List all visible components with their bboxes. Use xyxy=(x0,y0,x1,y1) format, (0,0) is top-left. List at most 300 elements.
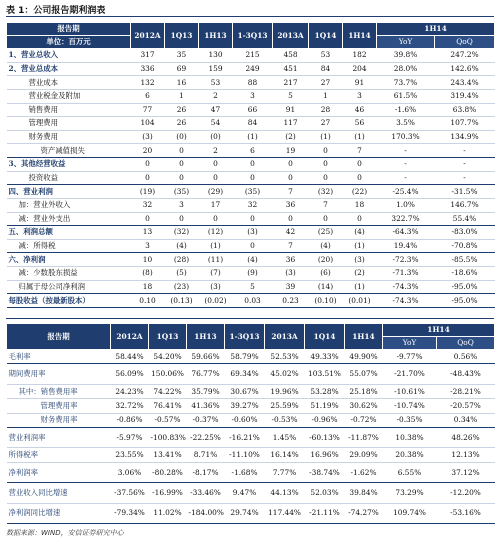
table-cell: 84 xyxy=(233,117,273,131)
col-2013a: 2013A xyxy=(273,23,309,49)
table-cell: -1.68% xyxy=(225,462,265,482)
table-cell: 0 xyxy=(165,158,199,172)
table-cell: -0.96% xyxy=(305,413,345,427)
table-row xyxy=(7,503,495,523)
row-label: 2、营业总成本 xyxy=(7,62,131,76)
table-cell: (4) xyxy=(309,239,343,253)
row-label: 净利润率 xyxy=(7,462,111,482)
table-row xyxy=(7,483,495,503)
table-cell: - xyxy=(435,171,495,185)
table-cell: -28.21% xyxy=(437,384,495,398)
table-row xyxy=(7,89,495,103)
table-cell: 32 xyxy=(131,198,165,212)
table-cell: 51.19% xyxy=(305,399,345,413)
table-cell: 53.28% xyxy=(305,384,345,398)
table-cell: 3 xyxy=(233,89,273,103)
table-cell: -11.10% xyxy=(225,448,265,462)
row-label: 四、营业利润 xyxy=(7,185,131,199)
table-cell: 0 xyxy=(131,212,165,226)
table-cell: (0.10) xyxy=(309,294,343,308)
table-cell: -38.74% xyxy=(305,462,345,482)
table-cell: -0.86% xyxy=(111,413,149,427)
table-cell: 49.90% xyxy=(345,350,383,364)
table-cell: 52.53% xyxy=(265,350,305,364)
table-cell: -74.3% xyxy=(377,294,435,308)
table-cell: 61.5% xyxy=(377,89,435,103)
ratio-table xyxy=(6,323,495,524)
table-cell: 2 xyxy=(199,89,233,103)
table-cell: -16.99% xyxy=(149,483,187,503)
table-cell: 5 xyxy=(273,89,309,103)
table-cell: (0.01) xyxy=(343,294,377,308)
table-cell: 215 xyxy=(233,49,273,63)
table-cell: 3.06% xyxy=(111,462,149,482)
table-cell: -74.27% xyxy=(345,503,383,523)
table-cell: 42 xyxy=(273,226,309,240)
row-label: 财务费用 xyxy=(7,130,131,144)
table-cell: -60.13% xyxy=(305,428,345,448)
table-cell: 32 xyxy=(233,198,273,212)
table-cell: 84 xyxy=(309,62,343,76)
table-cell: 20.38% xyxy=(383,448,437,462)
table-cell: 249 xyxy=(233,62,273,76)
table-cell: -74.3% xyxy=(377,280,435,294)
col-1-3q13: 1-3Q13 xyxy=(233,23,273,49)
table-cell: 146.7% xyxy=(435,198,495,212)
table-row xyxy=(7,198,495,212)
table-cell: 69 xyxy=(165,62,199,76)
table-cell: 26 xyxy=(165,117,199,131)
table-cell: -80.28% xyxy=(149,462,187,482)
table-cell: 1 xyxy=(309,89,343,103)
table-cell: -0.57% xyxy=(149,413,187,427)
table-cell: 59.66% xyxy=(187,350,225,364)
table-cell: 0 xyxy=(199,212,233,226)
table-cell: 17 xyxy=(199,198,233,212)
table-cell: 0 xyxy=(343,171,377,185)
table-cell: -100.83% xyxy=(149,428,187,448)
table-cell: 7 xyxy=(273,185,309,199)
table-cell: 0.56% xyxy=(437,350,495,364)
table-cell: 0.23 xyxy=(273,294,309,308)
table-cell: (23) xyxy=(165,280,199,294)
table-cell: (14) xyxy=(309,280,343,294)
table-cell: (3) xyxy=(273,267,309,281)
table-cell: 18 xyxy=(131,280,165,294)
table-cell: 6 xyxy=(233,144,273,158)
table-cell: 0 xyxy=(233,212,273,226)
table-cell: - xyxy=(435,158,495,172)
table-cell: 0 xyxy=(273,212,309,226)
table-cell: (1) xyxy=(233,130,273,144)
row-label: 六、净利润 xyxy=(7,253,131,267)
table-cell: 45.02% xyxy=(265,364,305,384)
table-row xyxy=(7,185,495,199)
table-cell: 58.79% xyxy=(225,350,265,364)
row-label: 所得税率 xyxy=(7,448,111,462)
col-group-1h14: 1H14 xyxy=(377,23,495,36)
table-cell: -25.4% xyxy=(377,185,435,199)
col-1h14: 1H14 xyxy=(343,23,377,49)
table-cell: 47 xyxy=(199,103,233,117)
table-cell: 91 xyxy=(343,76,377,90)
table-cell: 0 xyxy=(273,171,309,185)
table-cell: 16 xyxy=(165,76,199,90)
row-label: 财务费用率 xyxy=(7,413,111,427)
table-cell: -37.56% xyxy=(111,483,149,503)
table-cell: 53 xyxy=(309,49,343,63)
table-cell: 29.74% xyxy=(225,503,265,523)
table-cell: -95.0% xyxy=(435,294,495,308)
table-cell: 55.07% xyxy=(345,364,383,384)
table-cell: 32.72% xyxy=(111,399,149,413)
table-cell: 27 xyxy=(309,76,343,90)
table-cell: (5) xyxy=(165,267,199,281)
table-row xyxy=(7,212,495,226)
table-cell: 117 xyxy=(273,117,309,131)
table-cell: 35 xyxy=(165,49,199,63)
table-cell: 12.13% xyxy=(437,448,495,462)
table-cell: (3) xyxy=(199,280,233,294)
table-cell: 3.5% xyxy=(377,117,435,131)
table-cell: 25.59% xyxy=(265,399,305,413)
table-cell: 150.06% xyxy=(149,364,187,384)
table-cell: (0.13) xyxy=(165,294,199,308)
ratio-period-header: 报告期 xyxy=(7,324,111,350)
table-cell: -16.21% xyxy=(225,428,265,448)
table-cell: 36 xyxy=(273,253,309,267)
table-row xyxy=(7,294,495,308)
table-cell: 336 xyxy=(131,62,165,76)
table-cell: 0 xyxy=(343,212,377,226)
table-cell: 13 xyxy=(131,226,165,240)
table-cell: -48.43% xyxy=(437,364,495,384)
table-cell: (0) xyxy=(199,130,233,144)
table-cell: 132 xyxy=(131,76,165,90)
table-cell: 247.2% xyxy=(435,49,495,63)
table-row xyxy=(7,130,495,144)
ratio-body xyxy=(7,350,495,524)
section-divider xyxy=(6,318,494,319)
table-cell: 91 xyxy=(273,103,309,117)
table-cell: (25) xyxy=(309,226,343,240)
table-cell: (7) xyxy=(199,267,233,281)
table-cell: 322.7% xyxy=(377,212,435,226)
table-cell: 10 xyxy=(131,253,165,267)
period-header: 报告期 xyxy=(7,23,131,36)
table-cell: (6) xyxy=(309,267,343,281)
row-label: 投资收益 xyxy=(7,171,131,185)
table-cell: 0 xyxy=(273,158,309,172)
table-cell: -31.5% xyxy=(435,185,495,199)
table-cell: 104 xyxy=(131,117,165,131)
table-cell: 56 xyxy=(343,117,377,131)
table-cell: (28) xyxy=(165,253,199,267)
table-cell: -10.61% xyxy=(383,384,437,398)
table-row xyxy=(7,103,495,117)
table-cell: 0 xyxy=(131,171,165,185)
table-cell: - xyxy=(377,158,435,172)
table-cell: 76.41% xyxy=(149,399,187,413)
table-row xyxy=(7,239,495,253)
table-cell: 0 xyxy=(165,171,199,185)
table-row xyxy=(7,158,495,172)
table-cell: 0.03 xyxy=(233,294,273,308)
table-row xyxy=(7,384,495,398)
table-cell: 6 xyxy=(131,89,165,103)
table-row xyxy=(7,267,495,281)
table-row xyxy=(7,226,495,240)
table-cell: - xyxy=(435,144,495,158)
table-cell: 109.74% xyxy=(383,503,437,523)
row-label: 管理费用 xyxy=(7,117,131,131)
table-cell: 88 xyxy=(233,76,273,90)
table-cell: 20 xyxy=(131,144,165,158)
table-cell: 63.8% xyxy=(435,103,495,117)
table-row xyxy=(7,350,495,364)
table-cell: (3) xyxy=(233,226,273,240)
table-cell: 30.62% xyxy=(345,399,383,413)
table-cell: 9.47% xyxy=(225,483,265,503)
table-cell: 19 xyxy=(273,144,309,158)
table-cell: 2 xyxy=(199,144,233,158)
table-row xyxy=(7,171,495,185)
ratio-col-1q13: 1Q13 xyxy=(149,324,187,350)
table-cell: 0 xyxy=(131,158,165,172)
table-cell: 7.77% xyxy=(265,462,305,482)
table-cell: 0 xyxy=(309,212,343,226)
table-cell: 73.29% xyxy=(383,483,437,503)
table-cell: (29) xyxy=(199,185,233,199)
table-cell: -72.3% xyxy=(377,253,435,267)
table-cell: -85.5% xyxy=(435,253,495,267)
table-cell: -0.37% xyxy=(187,413,225,427)
table-cell: 458 xyxy=(273,49,309,63)
ratio-col-group-1h14: 1H14 xyxy=(383,324,495,337)
table-cell: 54 xyxy=(199,117,233,131)
table-cell: (9) xyxy=(233,267,273,281)
table-cell: -18.6% xyxy=(435,267,495,281)
table-cell: 35.79% xyxy=(187,384,225,398)
table-cell: (2) xyxy=(273,130,309,144)
ratio-col-qoq: QoQ xyxy=(437,337,495,350)
table-cell: (2) xyxy=(343,267,377,281)
table-caption: 表 1：公司报告期利润表 xyxy=(6,6,106,16)
row-label: 加：营业外收入 xyxy=(7,198,131,212)
table-cell: 159 xyxy=(199,62,233,76)
row-label: 减：营业外支出 xyxy=(7,212,131,226)
table-cell: 0.10 xyxy=(131,294,165,308)
ratio-col-1h14: 1H14 xyxy=(345,324,383,350)
table-cell: (35) xyxy=(165,185,199,199)
table-row xyxy=(7,364,495,384)
row-label: 净利润同比增速 xyxy=(7,503,111,523)
table-cell: 30.67% xyxy=(225,384,265,398)
ratio-col-yoy: YoY xyxy=(383,337,437,350)
table-cell: 77 xyxy=(131,103,165,117)
table-cell: 130 xyxy=(199,49,233,63)
table-cell: 54.20% xyxy=(149,350,187,364)
table-cell: 41.36% xyxy=(187,399,225,413)
table-cell: -1.6% xyxy=(377,103,435,117)
table-cell: 7 xyxy=(273,239,309,253)
table-cell: 6.55% xyxy=(383,462,437,482)
table-cell: 319.4% xyxy=(435,89,495,103)
table-cell: 1.0% xyxy=(377,198,435,212)
table-cell: -70.8% xyxy=(435,239,495,253)
table-row xyxy=(7,62,495,76)
table-cell: 3 xyxy=(131,239,165,253)
table-cell: 1 xyxy=(165,89,199,103)
table-cell: (11) xyxy=(199,253,233,267)
table-cell: 5 xyxy=(233,280,273,294)
table-cell: 58.44% xyxy=(111,350,149,364)
col-1h13: 1H13 xyxy=(199,23,233,49)
table-cell: 19.96% xyxy=(265,384,305,398)
table-cell: (12) xyxy=(199,226,233,240)
table-cell: -1.62% xyxy=(345,462,383,482)
table-row xyxy=(7,413,495,427)
table-cell: 27 xyxy=(309,117,343,131)
table-cell: 23.55% xyxy=(111,448,149,462)
table-cell: 1.45% xyxy=(265,428,305,448)
table-cell: 217 xyxy=(273,76,309,90)
table-cell: 53 xyxy=(199,76,233,90)
row-label: 毛利率 xyxy=(7,350,111,364)
table-cell: 117.44% xyxy=(265,503,305,523)
table-cell: 142.6% xyxy=(435,62,495,76)
table-cell: 28.0% xyxy=(377,62,435,76)
table-cell: (32) xyxy=(165,226,199,240)
table-row xyxy=(7,49,495,63)
table-row xyxy=(7,76,495,90)
table-cell: 74.22% xyxy=(149,384,187,398)
table-cell: - xyxy=(377,144,435,158)
table-cell: -10.74% xyxy=(383,399,437,413)
table-cell: 182 xyxy=(343,49,377,63)
income-statement-table xyxy=(6,22,495,308)
table-cell: 0.34% xyxy=(437,413,495,427)
table-cell: 3 xyxy=(165,198,199,212)
table-cell: (1) xyxy=(343,239,377,253)
table-cell: 103.51% xyxy=(305,364,345,384)
table-cell: 170.3% xyxy=(377,130,435,144)
table-cell: 39 xyxy=(273,280,309,294)
table-cell: -64.3% xyxy=(377,226,435,240)
table-cell: 16.14% xyxy=(265,448,305,462)
row-label: 管理费用率 xyxy=(7,399,111,413)
table-row xyxy=(7,399,495,413)
col-1q14: 1Q14 xyxy=(309,23,343,49)
row-label: 营业收入同比增速 xyxy=(7,483,111,503)
table-cell: 52.03% xyxy=(305,483,345,503)
table-cell: 0 xyxy=(309,171,343,185)
table-cell: (20) xyxy=(309,253,343,267)
table-cell: 3 xyxy=(343,89,377,103)
table-cell: 73.7% xyxy=(377,76,435,90)
row-label: 销售费用 xyxy=(7,103,131,117)
table-cell: (1) xyxy=(343,280,377,294)
row-label: 营业利润率 xyxy=(7,428,111,448)
table-cell: -8.17% xyxy=(187,462,225,482)
table-row xyxy=(7,117,495,131)
table-cell: 37.12% xyxy=(437,462,495,482)
table-cell: 69.34% xyxy=(225,364,265,384)
table-cell: 76.77% xyxy=(187,364,225,384)
table-cell: (4) xyxy=(233,253,273,267)
table-cell: 11.02% xyxy=(149,503,187,523)
row-label: 五、利润总额 xyxy=(7,226,131,240)
table-cell: 451 xyxy=(273,62,309,76)
table-cell: 10.38% xyxy=(383,428,437,448)
table-cell: -184.00% xyxy=(187,503,225,523)
table-cell: (1) xyxy=(199,239,233,253)
table-cell: (8) xyxy=(131,267,165,281)
table-cell: 0 xyxy=(199,171,233,185)
table-cell: 48.26% xyxy=(437,428,495,448)
table-cell: -53.16% xyxy=(437,503,495,523)
table-cell: 16.96% xyxy=(305,448,345,462)
table-cell: -5.97% xyxy=(111,428,149,448)
table-cell: (35) xyxy=(233,185,273,199)
table-cell: 0 xyxy=(199,158,233,172)
row-label: 资产减值损失 xyxy=(7,144,131,158)
table-cell: 18 xyxy=(343,198,377,212)
row-label: 其中：销售费用率 xyxy=(7,384,111,398)
col-yoy: YoY xyxy=(377,36,435,49)
table-cell: -20.57% xyxy=(437,399,495,413)
table-cell: 0 xyxy=(165,212,199,226)
table-cell: 204 xyxy=(343,62,377,76)
table-cell: (32) xyxy=(309,185,343,199)
table-row xyxy=(7,144,495,158)
table-cell: -12.20% xyxy=(437,483,495,503)
table-cell: -0.35% xyxy=(383,413,437,427)
table-cell: 66 xyxy=(233,103,273,117)
table-cell: 0 xyxy=(309,158,343,172)
table-cell: 25.18% xyxy=(345,384,383,398)
table-cell: 0 xyxy=(233,239,273,253)
row-label: 减：少数股东损益 xyxy=(7,267,131,281)
ratio-col-1h13: 1H13 xyxy=(187,324,225,350)
table-row xyxy=(7,428,495,448)
table-cell: 39.84% xyxy=(345,483,383,503)
table-cell: (1) xyxy=(309,130,343,144)
table-cell: 134.9% xyxy=(435,130,495,144)
table-cell: -0.53% xyxy=(265,413,305,427)
table-cell: 0 xyxy=(233,158,273,172)
col-2012a: 2012A xyxy=(131,23,165,49)
table-cell: 317 xyxy=(131,49,165,63)
table-cell: (1) xyxy=(343,130,377,144)
table-cell: (4) xyxy=(165,239,199,253)
table-cell: -21.11% xyxy=(305,503,345,523)
table-cell: 0 xyxy=(309,144,343,158)
table-cell: -9.77% xyxy=(383,350,437,364)
table-cell: -95.0% xyxy=(435,280,495,294)
table-cell: 29.09% xyxy=(345,448,383,462)
table-cell: 7 xyxy=(343,144,377,158)
row-label: 期间费用率 xyxy=(7,364,111,384)
table-cell: (0.02) xyxy=(199,294,233,308)
table-cell: (3) xyxy=(343,253,377,267)
table-row xyxy=(7,280,495,294)
table-cell: (19) xyxy=(131,185,165,199)
unit-header: 单位：百万元 xyxy=(7,36,131,49)
table-cell: 24.23% xyxy=(111,384,149,398)
col-qoq: QoQ xyxy=(435,36,495,49)
table-row xyxy=(7,462,495,482)
